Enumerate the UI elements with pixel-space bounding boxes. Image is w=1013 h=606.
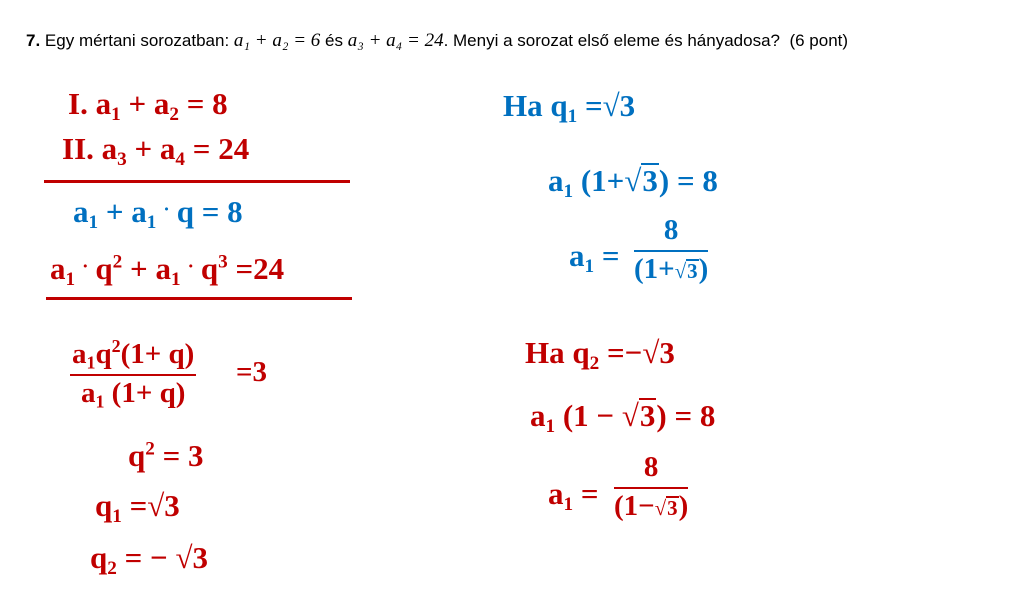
q2-solution: $q_2$ = − √3 — [90, 540, 208, 579]
system-equation-2-rhs: =24 — [235, 251, 285, 286]
divider-line-2 — [46, 297, 352, 300]
q1-solution: $q_1 =√3$ — [95, 488, 180, 527]
case-2-a1-label: $a_1$ = — [548, 476, 599, 515]
case-1-heading: Ha $q_1 =√3$ — [503, 88, 636, 127]
given-equation-1: I. $a_1 + a_2 = 8$ — [68, 86, 228, 125]
system-equation-1: $a_1 + a_1$ . q = 8 — [73, 194, 243, 233]
case-2-denominator: (1−√3) — [614, 487, 688, 523]
case-2-q-value: =−√3 — [606, 335, 675, 370]
q-squared-rhs: = 3 — [162, 438, 204, 473]
equation-2-rhs: 24 — [218, 131, 250, 166]
case-1-denominator: (1+√3) — [634, 250, 708, 286]
case-2-equation-rhs: 8 — [699, 398, 716, 433]
q2-value: = − √3 — [124, 540, 208, 575]
system-equation-2: $a_1$ . $q^2 + a_1$ . $q^3 =24$ — [50, 251, 285, 290]
given-equation-2: II. $a_3 + a_4 = 24$ — [62, 131, 250, 170]
case-2-label: Ha — [525, 335, 565, 370]
problem-intro: Egy mértani sorozatban: — [44, 31, 230, 50]
problem-question: . Menyi a sorozat első eleme és hányadosa? — [443, 31, 780, 50]
divider-line-1 — [44, 180, 350, 183]
case-1-a1-label: $a_1$ = — [569, 238, 620, 277]
case-1-equation-rhs: 8 — [702, 163, 718, 198]
ratio-fraction — [70, 338, 196, 410]
ratio-numerator: $a_1q^2(1+ q)$ — [72, 336, 195, 373]
problem-points: (6 pont) — [789, 31, 849, 50]
case-1-numerator: 8 — [663, 214, 679, 246]
case-1-equation: $a_1$ (1+√3) = 8 — [548, 163, 718, 202]
case-2-a1-fraction — [614, 451, 688, 523]
system-equation-1-rhs: 8 — [227, 194, 243, 229]
problem-equation-2: a₃ + a₄ = 24 — [347, 30, 444, 51]
case-1-a1-fraction — [634, 214, 708, 286]
ratio-denominator: $a_1$ (1+ q) — [70, 374, 196, 410]
case-1-q-value: =√3 — [584, 88, 636, 123]
problem-equation-1: a₁ + a₂ = 6 — [233, 30, 321, 51]
equation-1-rhs: 8 — [212, 86, 228, 121]
q-squared-equation: $q^2 = 3$ — [128, 438, 204, 473]
case-2-equation: $a_1$ (1 − √3) = 8 — [530, 398, 716, 437]
case-2-numerator: 8 — [643, 451, 659, 483]
case-2-heading: Ha $q_2 =-√3$ — [525, 335, 675, 374]
problem-number: 7. — [26, 31, 41, 50]
equation-label-2: II. — [62, 131, 94, 166]
problem-conjunction: és — [325, 31, 343, 50]
case-1-label: Ha — [503, 88, 543, 123]
ratio-result: =3 — [236, 356, 268, 388]
equation-label-1: I. — [68, 86, 88, 121]
q1-value: =√3 — [129, 488, 180, 523]
problem-statement — [26, 30, 848, 52]
